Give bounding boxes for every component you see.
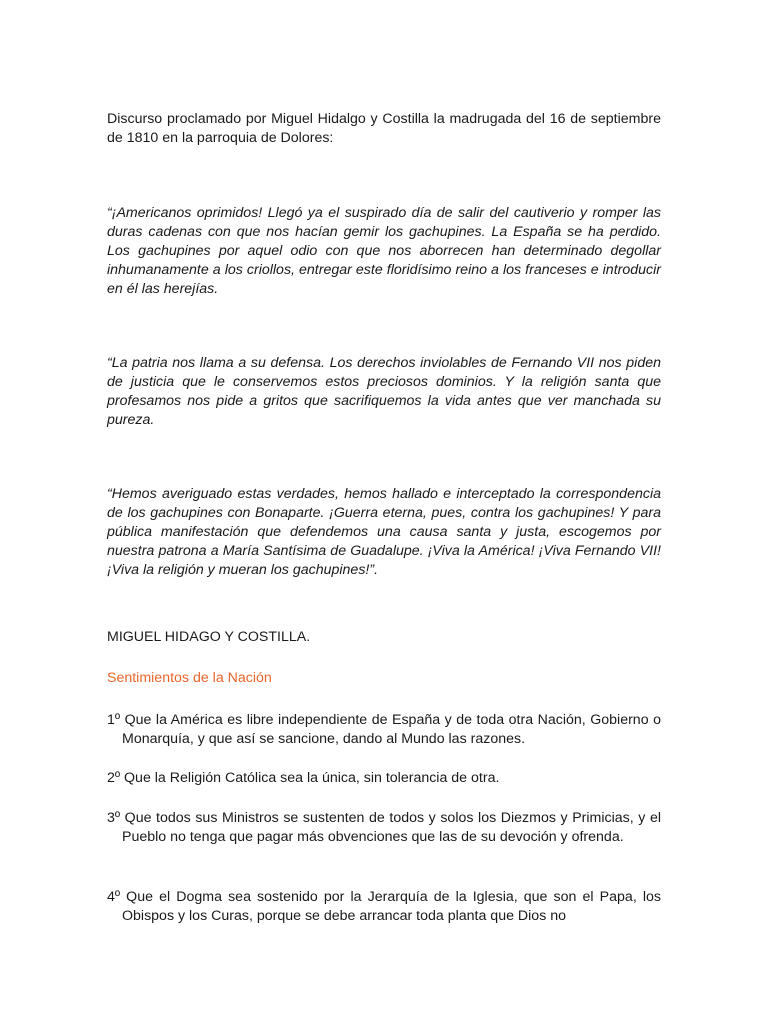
quote-paragraph-2: “La patria nos llama a su defensa. Los derechos inviolables de Fernando VII nos piden de justicia que le conservemos estos preciosos dominios. Y la religión santa que profesamos nos pide a gritos que sacrifiquemos la vida antes que ver manchada su pureza. [107, 355, 661, 428]
article-item: 2º Que la Religión Católica sea la única, sin tolerancia de otra. [107, 770, 500, 786]
section-heading: Sentimientos de la Nación [107, 670, 272, 686]
quote-paragraph-3: “Hemos averiguado estas verdades, hemos hallado e interceptado la correspondencia de los gachupines con Bonaparte. ¡Guerra eterna, pues, contra los gachupines! Y para pública manifestación que defendemos una causa santa y justa, escogemos por nuestra patrona a María Santísima de Guadalupe. ¡Viva la América! ¡Viva Fernando VII! ¡Viva la religión y mueran los gachupines!”. [107, 486, 661, 578]
signature: MIGUEL HIDAGO Y COSTILLA. [107, 629, 311, 645]
article-item: 4º Que el Dogma sea sostenido por la Jerarquía de la Iglesia, que son el Papa, los Obispos y los Curas, porque se debe arrancar toda planta que Dios no [107, 889, 661, 924]
article-item: 1º Que la América es libre independiente de España y de toda otra Nación, Gobierno o Monarquía, y que así se sancione, dando al Mundo las razones. [107, 712, 661, 747]
quote-paragraph-1: “¡Americanos oprimidos! Llegó ya el suspirado día de salir del cautiverio y romper las duras cadenas con que nos hacían gemir los gachupines. La España se ha perdido. Los gachupines por aquel odio con que nos aborrecen han determinado degollar inhumanamente a los criollos, entregar este floridísimo reino a los franceses e introducir en él las herejías. [107, 205, 661, 297]
article-item: 3º Que todos sus Ministros se sustenten de todos y solos los Diezmos y Primicias, y el Pueblo no tenga que pagar más obvenciones que las de su devoción y ofrenda. [107, 810, 661, 845]
intro-paragraph: Discurso proclamado por Miguel Hidalgo y Costilla la madrugada del 16 de septiembre de 1810 en la parroquia de Dolores: [107, 111, 661, 146]
